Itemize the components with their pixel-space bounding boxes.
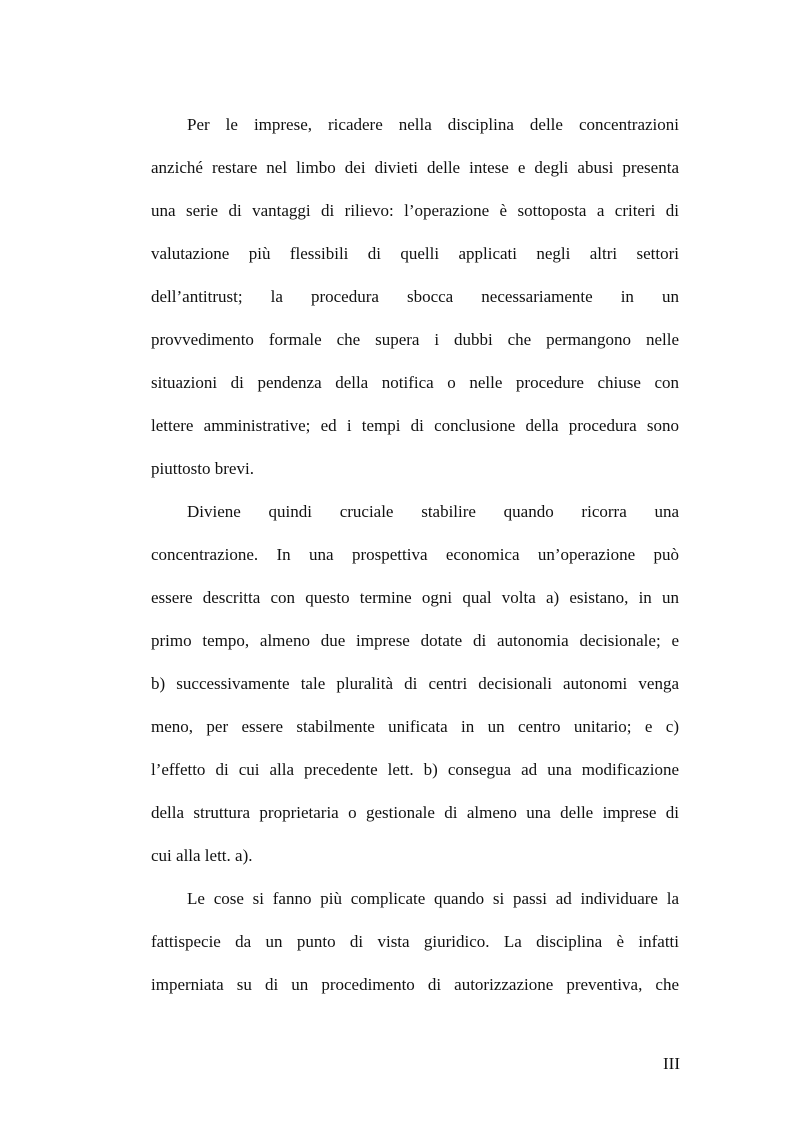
paragraph-2-line-7: l’effetto di cui alla precedente lett. b) consegua ad una modificazione — [151, 760, 679, 779]
paragraph-1-line-1: Per le imprese, ricadere nella disciplina delle concentrazioni — [187, 115, 679, 134]
paragraph-1-line-3: una serie di vantaggi di rilievo: l’operazione è sottoposta a criteri di — [151, 201, 679, 220]
page-number: III — [663, 1054, 680, 1073]
paragraph-1-line-5: dell’antitrust; la procedura sbocca necessariamente in un — [151, 287, 679, 306]
paragraph-1-line-4: valutazione più flessibili di quelli applicati negli altri settori — [151, 244, 679, 263]
paragraph-1-line-6: provvedimento formale che supera i dubbi che permangono nelle — [151, 330, 679, 349]
paragraph-1-line-9: piuttosto brevi. — [151, 459, 254, 478]
paragraph-2-line-9: cui alla lett. a). — [151, 846, 253, 865]
paragraph-3-line-2: fattispecie da un punto di vista giuridico. La disciplina è infatti — [151, 932, 679, 951]
paragraph-2-line-6: meno, per essere stabilmente unificata in un centro unitario; e c) — [151, 717, 679, 736]
paragraph-1-line-7: situazioni di pendenza della notifica o nelle procedure chiuse con — [151, 373, 679, 392]
paragraph-1-line-8: lettere amministrative; ed i tempi di conclusione della procedura sono — [151, 416, 679, 435]
paragraph-2-line-8: della struttura proprietaria o gestionale di almeno una delle imprese di — [151, 803, 679, 822]
paragraph-1-line-2: anziché restare nel limbo dei divieti delle intese e degli abusi presenta — [151, 158, 679, 177]
paragraph-2-line-5: b) successivamente tale pluralità di centri decisionali autonomi venga — [151, 674, 679, 693]
paragraph-3-line-3: imperniata su di un procedimento di autorizzazione preventiva, che — [151, 975, 679, 994]
paragraph-2-line-1: Diviene quindi cruciale stabilire quando ricorra una — [187, 502, 679, 521]
paragraph-2-line-2: concentrazione. In una prospettiva economica un’operazione può — [151, 545, 679, 564]
paragraph-3-line-1: Le cose si fanno più complicate quando si passi ad individuare la — [187, 889, 679, 908]
paragraph-2-line-3: essere descritta con questo termine ogni qual volta a) esistano, in un — [151, 588, 679, 607]
paragraph-2-line-4: primo tempo, almeno due imprese dotate di autonomia decisionale; e — [151, 631, 679, 650]
